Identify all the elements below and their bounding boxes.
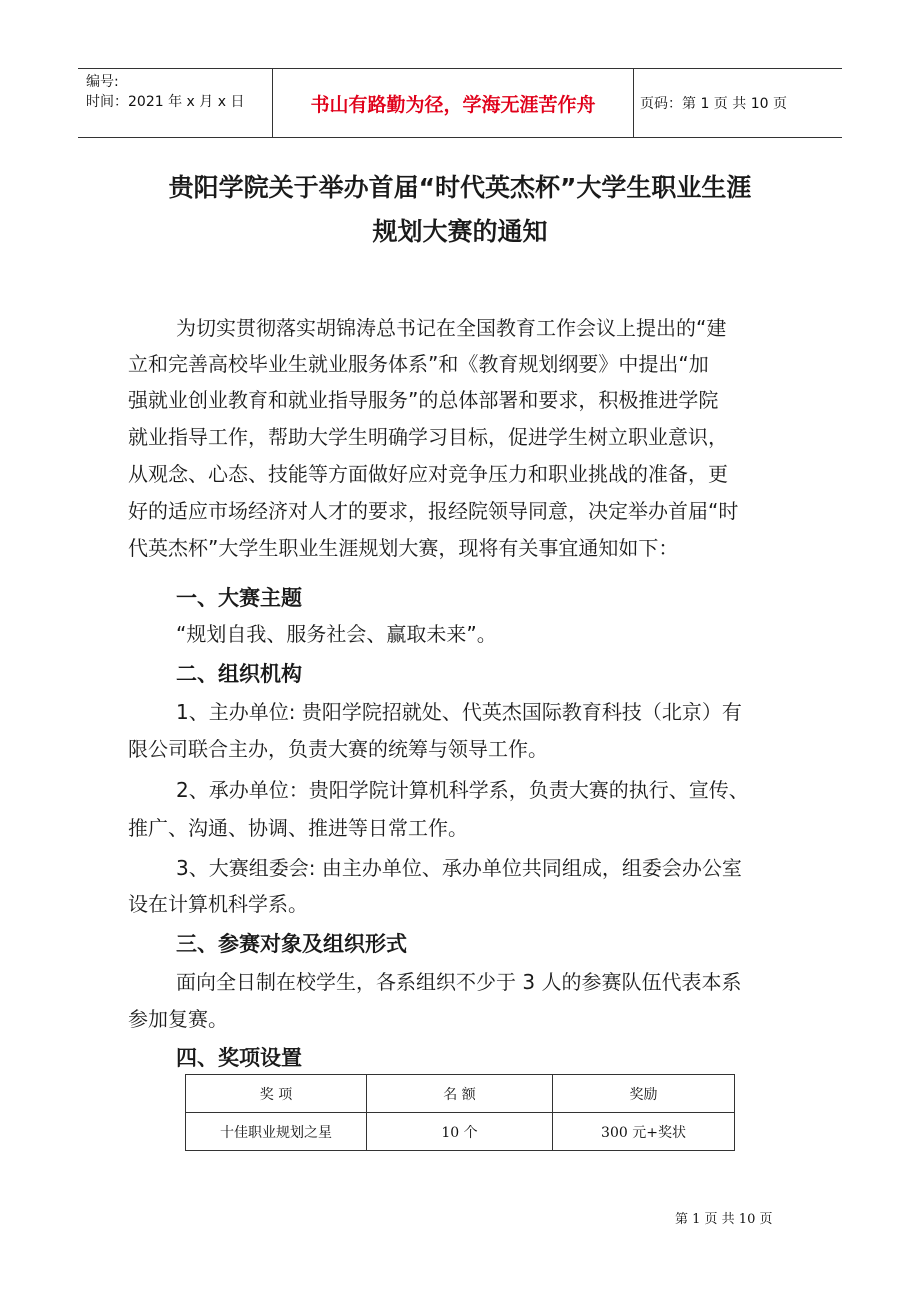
table-header-row: [186, 1075, 735, 1113]
intro-line: 代英杰杯”大学生职业生涯规划大赛，现将有关事宜通知如下：: [128, 536, 679, 560]
intro-line: 好的适应市场经济对人才的要求，报经院领导同意，决定举办首届“时: [128, 499, 739, 523]
section-text: 3、大赛组委会: 由主办单位、承办单位共同组成，组委会办公室: [176, 856, 742, 880]
intro-line: 立和完善高校毕业生就业服务体系”和《教育规划纲要》中提出“加: [128, 352, 709, 376]
section-heading: 四、奖项设置: [176, 1046, 302, 1070]
serial-label: 编号:: [86, 74, 119, 90]
section-text: 1、主办单位: 贵阳学院招就处、代英杰国际教育科技（北京）有: [176, 700, 742, 724]
award-table: [185, 1074, 735, 1151]
section-text: 限公司联合主办，负责大赛的统筹与领导工作。: [128, 737, 548, 761]
table-row: [186, 1113, 735, 1151]
header-page-label: 页码：第 1 页 共 10 页: [640, 96, 787, 112]
page-header: [78, 68, 842, 138]
table-header-cell: 奖 项: [186, 1075, 367, 1113]
table-header-cell: 奖励: [553, 1075, 735, 1113]
table-header-cell: 名 额: [367, 1075, 553, 1113]
section-text: 设在计算机科学系。: [128, 892, 308, 916]
section-heading: 二、组织机构: [176, 662, 302, 686]
intro-line: 为切实贯彻落实胡锦涛总书记在全国教育工作会议上提出的“建: [176, 316, 727, 340]
doc-title-line2: 规划大赛的通知: [372, 217, 548, 246]
section-text: 2、承办单位：贵阳学院计算机科学系，负责大赛的执行、宣传、: [176, 778, 749, 802]
header-meta: [78, 69, 272, 137]
doc-title-line1: 贵阳学院关于举办首届“时代英杰杯”大学生职业生涯: [168, 173, 752, 202]
header-divider: [633, 69, 634, 137]
table-cell: 10 个: [367, 1113, 553, 1151]
time-label: 时间：2021 年 x 月 x 日: [86, 94, 245, 110]
section-text: 参加复赛。: [128, 1007, 228, 1031]
section-text: 推广、沟通、协调、推进等日常工作。: [128, 816, 468, 840]
intro-line: 就业指导工作，帮助大学生明确学习目标，促进学生树立职业意识，: [128, 425, 728, 449]
intro-line: 从观念、心态、技能等方面做好应对竞争压力和职业挑战的准备，更: [128, 462, 728, 486]
section-heading: 一、大赛主题: [176, 586, 302, 610]
section-heading: 三、参赛对象及组织形式: [176, 932, 407, 956]
table-cell: 十佳职业规划之星: [186, 1113, 367, 1151]
header-motto: 书山有路勤为径，学海无涯苦作舟: [310, 93, 596, 116]
section-text: “规划自我、服务社会、赢取未来”。: [176, 622, 497, 646]
intro-line: 强就业创业教育和就业指导服务”的总体部署和要求，积极推进学院: [128, 388, 719, 412]
table-cell: 300 元+奖状: [553, 1113, 735, 1151]
section-text: 面向全日制在校学生，各系组织不少于 3 人的参赛队伍代表本系: [176, 970, 742, 994]
page-footer: 第 1 页 共 10 页: [675, 1212, 773, 1227]
